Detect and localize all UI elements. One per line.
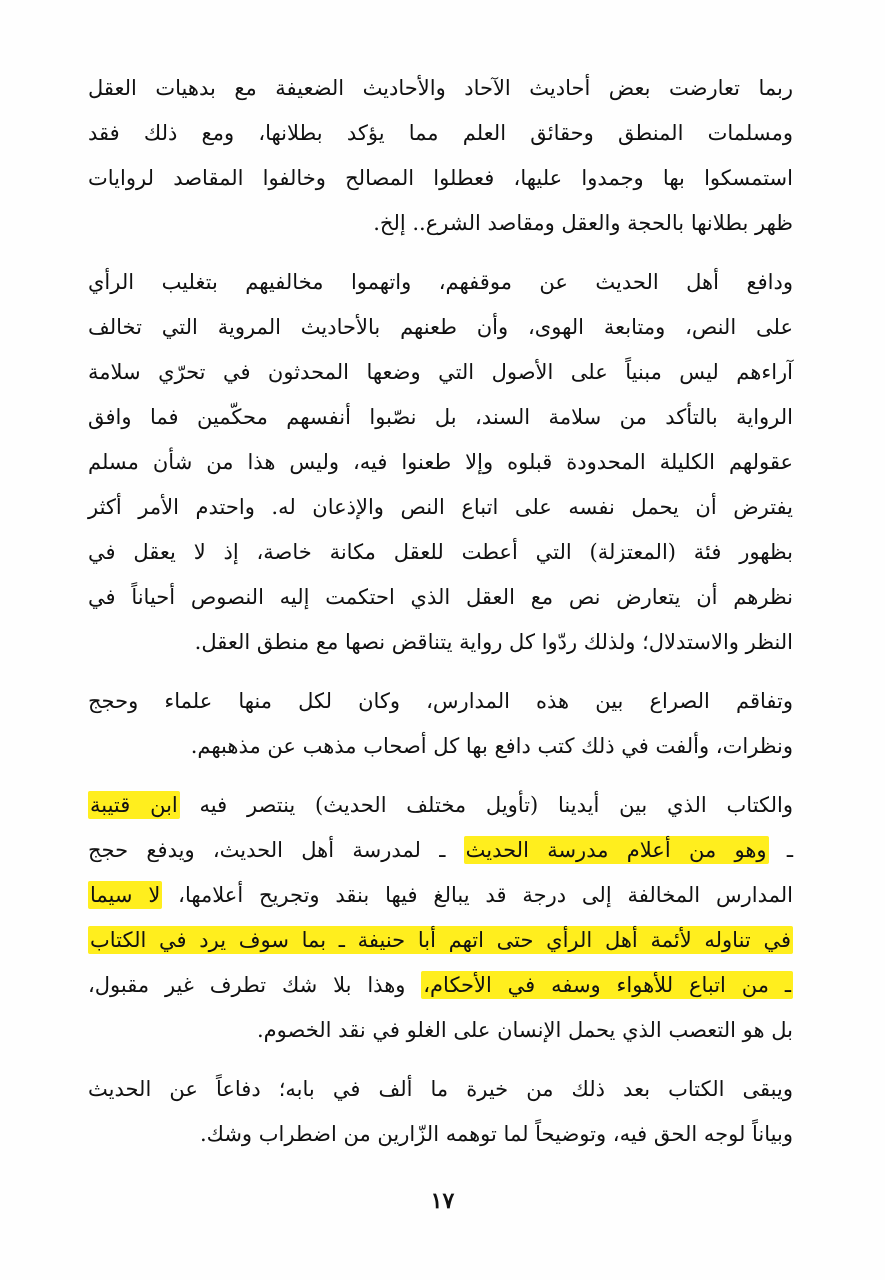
text-segment: نظرهم أن يتعارض نص مع العقل الذي احتكمت إليه النصوص أحياناً في: [88, 585, 793, 609]
text-line: [88, 111, 793, 156]
text-segment: النظر والاستدلال؛ ولذلك ردّوا كل رواية يتناقض نصها مع منطق العقل.: [194, 630, 793, 654]
text-line: [88, 963, 793, 1008]
text-line: [88, 350, 793, 395]
text-segment: وبياناً لوجه الحق فيه، وتوضيحاً لما توهمه الزّارين من اضطراب وشك.: [199, 1122, 793, 1146]
text-segment: ومسلمات المنطق وحقائق العلم مما يؤكد بطلانها، ومع ذلك فقد: [88, 121, 793, 145]
paragraph: [88, 679, 793, 769]
text-line: [88, 530, 793, 575]
highlighted-text: ـ من اتباع للأهواء وسفه في الأحكام،: [423, 973, 791, 997]
text-line: [88, 440, 793, 485]
text-line: [88, 918, 793, 963]
text-segment: عقولهم الكليلة المحدودة قبلوه وإلا طعنوا فيه، وليس هذا من شأن مسلم: [88, 450, 793, 474]
text-line: [88, 201, 793, 246]
text-segment: ظهر بطلانها بالحجة والعقل ومقاصد الشرع.. إلخ.: [373, 211, 793, 235]
text-line: [88, 156, 793, 201]
text-segment: يفترض أن يحمل نفسه على اتباع النص والإذعان له. واحتدم الأمر أكثر: [88, 495, 793, 519]
text-segment: ـ: [768, 838, 793, 862]
text-segment: ودافع أهل الحديث عن موقفهم، واتهموا مخالفيهم بتغليب الرأي: [88, 270, 793, 294]
text-segment: وتفاقم الصراع بين هذه المدارس، وكان لكل منها علماء وحجج: [88, 689, 793, 713]
highlighted-text: ابن قتيبة: [90, 793, 178, 817]
text-segment: والكتاب الذي بين أيدينا (تأويل مختلف الحديث) ينتصر فيه: [179, 793, 793, 817]
text-segment: ويبقى الكتاب بعد ذلك من خيرة ما ألف في بابه؛ دفاعاً عن الحديث: [88, 1077, 793, 1101]
text-line: [88, 620, 793, 665]
highlighted-text: لا سيما: [90, 883, 161, 907]
text-segment: ـ لمدرسة أهل الحديث، ويدفع حجج: [88, 838, 464, 862]
text-line: [88, 724, 793, 769]
text-line: [88, 1008, 793, 1053]
text-line: [88, 260, 793, 305]
highlighted-text: وهو من أعلام مدرسة الحديث: [465, 838, 767, 862]
text-segment: ونظرات، وألفت في ذلك كتب دافع بها كل أصحاب مذهب عن مذهبهم.: [190, 734, 793, 758]
text-line: [88, 575, 793, 620]
text-line: [88, 1067, 793, 1112]
text-segment: على النص، ومتابعة الهوى، وأن طعنهم بالأحاديث المروية التي تخالف: [88, 315, 793, 339]
paragraph: [88, 66, 793, 246]
body-text: [88, 66, 793, 1171]
text-segment: وهذا بلا شك تطرف غير مقبول،: [88, 973, 422, 997]
text-line: [88, 873, 793, 918]
text-line: [88, 485, 793, 530]
text-line: [88, 1112, 793, 1157]
text-line: [88, 66, 793, 111]
text-line: [88, 395, 793, 440]
text-segment: المدارس المخالفة إلى درجة قد يبالغ فيها بنقد وتجريح أعلامها،: [162, 883, 793, 907]
highlighted-text: في تناوله لأئمة أهل الرأي حتى اتهم أبا حنيفة ـ بما سوف يرد في الكتاب: [90, 928, 791, 952]
text-segment: آراءهم ليس مبنياً على الأصول التي وضعها المحدثون في تحرّي سلامة: [88, 360, 793, 384]
paragraph: [88, 1067, 793, 1157]
paragraph: [88, 783, 793, 1053]
text-segment: بظهور فئة (المعتزلة) التي أعطت للعقل مكانة خاصة، إذ لا يعقل في: [88, 540, 793, 564]
paragraph: [88, 260, 793, 665]
page-number: ١٧: [430, 1188, 455, 1214]
text-segment: ربما تعارضت بعض أحاديث الآحاد والأحاديث الضعيفة مع بدهيات العقل: [88, 76, 793, 100]
text-line: [88, 305, 793, 350]
text-segment: استمسكوا بها وجمدوا عليها، فعطلوا المصالح وخالفوا المقاصد لروايات: [88, 166, 793, 190]
text-line: [88, 783, 793, 828]
text-segment: بل هو التعصب الذي يحمل الإنسان على الغلو في نقد الخصوم.: [256, 1018, 793, 1042]
text-line: [88, 679, 793, 724]
text-line: [88, 828, 793, 873]
text-segment: الرواية بالتأكد من سلامة السند، بل نصّبوا أنفسهم محكّمين فما وافق: [88, 405, 793, 429]
